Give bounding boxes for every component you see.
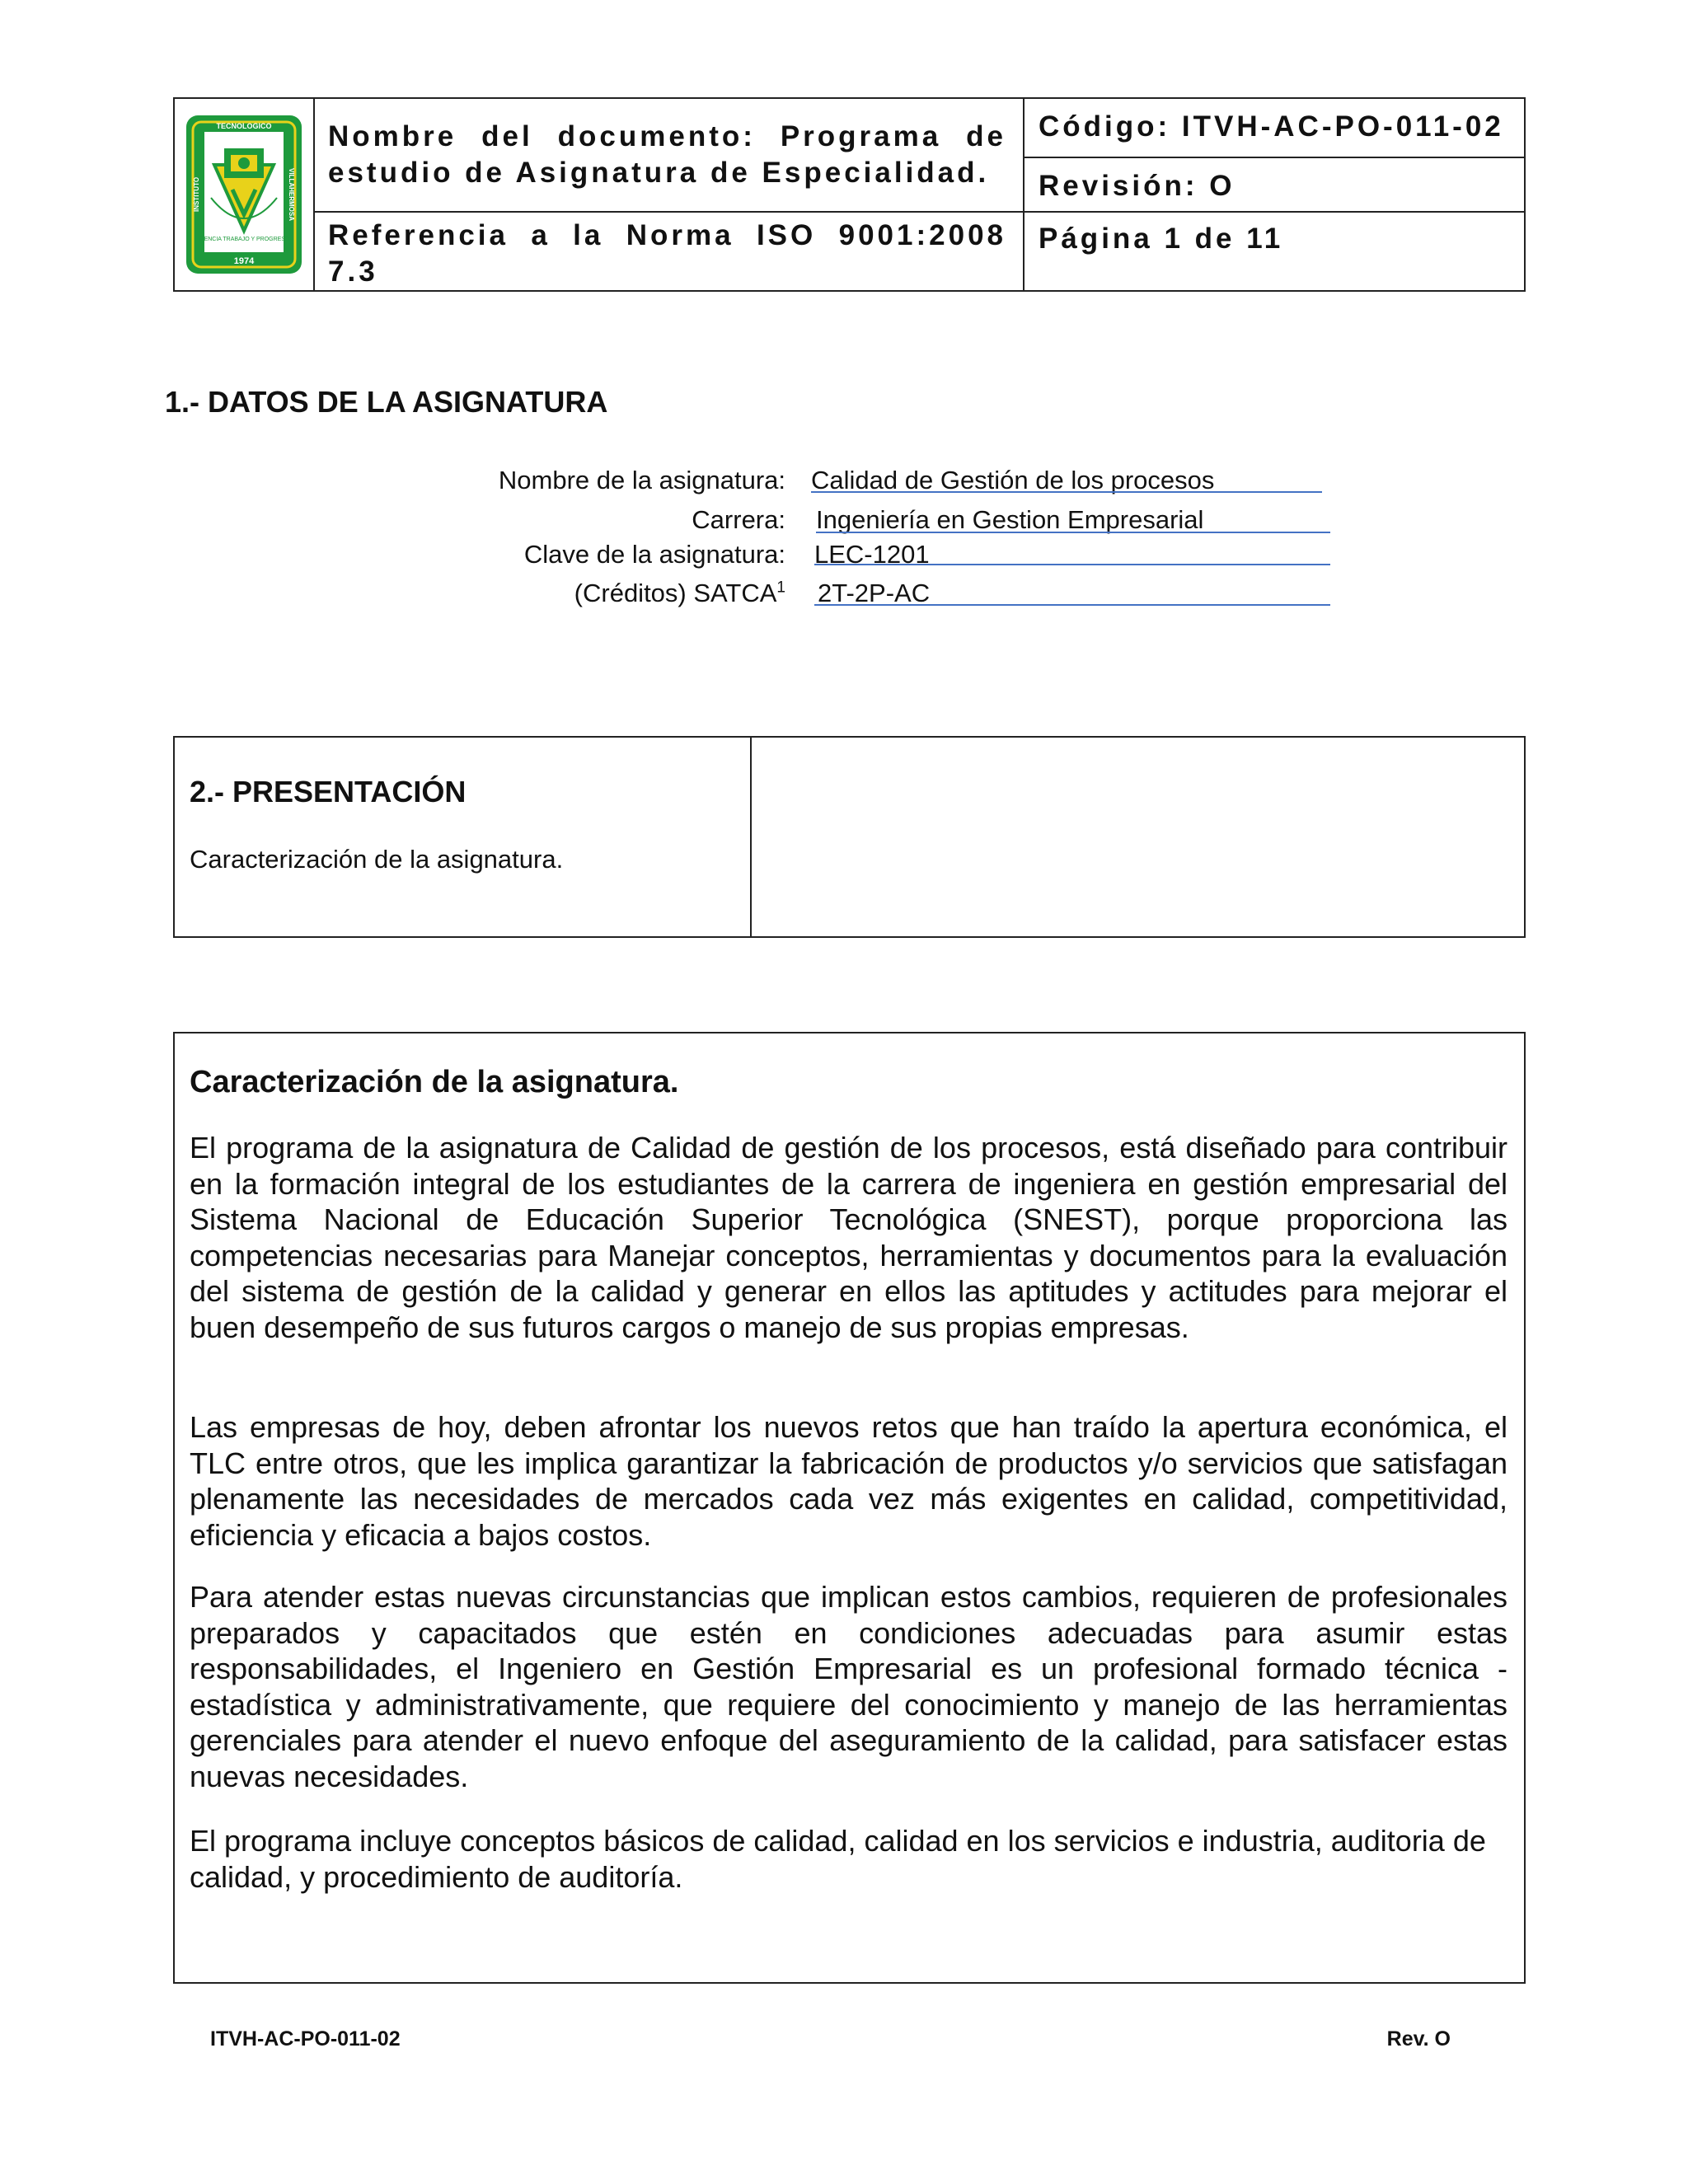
field-value-course-key: LEC-1201	[814, 540, 930, 569]
field-label-satca	[574, 579, 785, 608]
logo-motto: CIENCIA TRABAJO Y PROGRESO	[198, 237, 290, 242]
logo-right-text: VILLAHERMOSA	[288, 168, 295, 221]
section-1-title: 1.- DATOS DE LA ASIGNATURA	[165, 385, 608, 419]
field-value-career: Ingeniería en Gestion Empresarial	[816, 505, 1204, 534]
field-label-career: Carrera:	[692, 505, 785, 534]
footer-code: ITVH-AC-PO-011-02	[210, 2027, 401, 2050]
page-number: Página 1 de 11	[1039, 223, 1284, 255]
institution-logo	[186, 115, 302, 274]
field-value-satca: 2T-2P-AC	[818, 579, 931, 607]
field-underline	[811, 491, 1322, 493]
header-divider	[1023, 99, 1025, 290]
logo-top-text: TECNOLOGICO	[216, 122, 272, 130]
footnote-marker: 1	[776, 579, 785, 597]
field-label-course-name: Nombre de la asignatura:	[498, 466, 785, 494]
logo-left-text: INSTITUTO	[193, 176, 200, 213]
header-divider	[313, 99, 315, 290]
field-underline	[814, 564, 1330, 565]
header-divider	[1023, 157, 1524, 158]
field-underline	[814, 604, 1330, 606]
section-2-subtitle: Caracterización de la asignatura.	[190, 845, 564, 874]
logo-year: 1974	[233, 256, 255, 266]
footer-revision: Rev. O	[1386, 2027, 1451, 2050]
satca-label-text: (Créditos) SATCA	[574, 579, 777, 607]
document-code: Código: ITVH-AC-PO-011-02	[1039, 110, 1504, 143]
presentation-divider	[750, 738, 752, 936]
characterization-paragraph: El programa de la asignatura de Calidad de gestión de los procesos, está diseñado para contribuir en la formación integral de los estudiantes de la carrera de ingeniera en gestión empresarial del Sistema Nacional de Educación Superior Tecnológica (SNEST), porque proporciona las competencias necesarias para Manejar conceptos, herramientas y documentos para la evaluación del sistema de gestión de la calidad y generar en ellos las aptitudes y actitudes para mejorar el buen desempeño de sus futuros cargos o manejo de sus propias empresas.	[190, 1131, 1507, 1344]
characterization-paragraph: Las empresas de hoy, deben afrontar los nuevos retos que han traído la apertura económica, el TLC entre otros, que les implica garantizar la fabricación de productos y/o servicios que satisfagan plenamente las necesidades de mercados cada vez más exigentes en calidad, competitividad, eficiencia y eficacia a bajos costos.	[190, 1410, 1507, 1552]
field-underline	[816, 532, 1330, 533]
iso-reference: Referencia a la Norma ISO 9001:2008 7.3	[328, 219, 1006, 288]
field-value-course-name: Calidad de Gestión de los procesos	[811, 466, 1215, 494]
characterization-paragraph: Para atender estas nuevas circunstancias que implican estos cambios, requieren de profesionales preparados y capacitados que estén en condiciones adecuadas para asumir estas responsabilidades, el Ingeniero en Gestión Empresarial es un profesional formado técnica - estadística y administrativamente, que requiere del conocimiento y manejo de las herramientas gerenciales para atender el nuevo enfoque del aseguramiento de la calidad, para satisfacer estas nuevas necesidades.	[190, 1580, 1507, 1793]
document-name: Nombre del documento: Programa de estudio de Asignatura de Especialidad.	[328, 120, 1006, 189]
document-header-table	[173, 97, 1526, 292]
characterization-box	[173, 1032, 1526, 1984]
characterization-title: Caracterización de la asignatura.	[190, 1065, 679, 1099]
characterization-paragraph: El programa incluye conceptos básicos de calidad, calidad en los servicios e industria, auditoria de calidad, y procedimiento de auditoría.	[190, 1824, 1486, 1894]
header-divider	[313, 211, 1524, 213]
field-label-course-key: Clave de la asignatura:	[523, 540, 785, 569]
section-2-title: 2.- PRESENTACIÓN	[190, 775, 467, 808]
document-revision: Revisión: O	[1039, 170, 1236, 202]
presentation-box	[173, 736, 1526, 938]
